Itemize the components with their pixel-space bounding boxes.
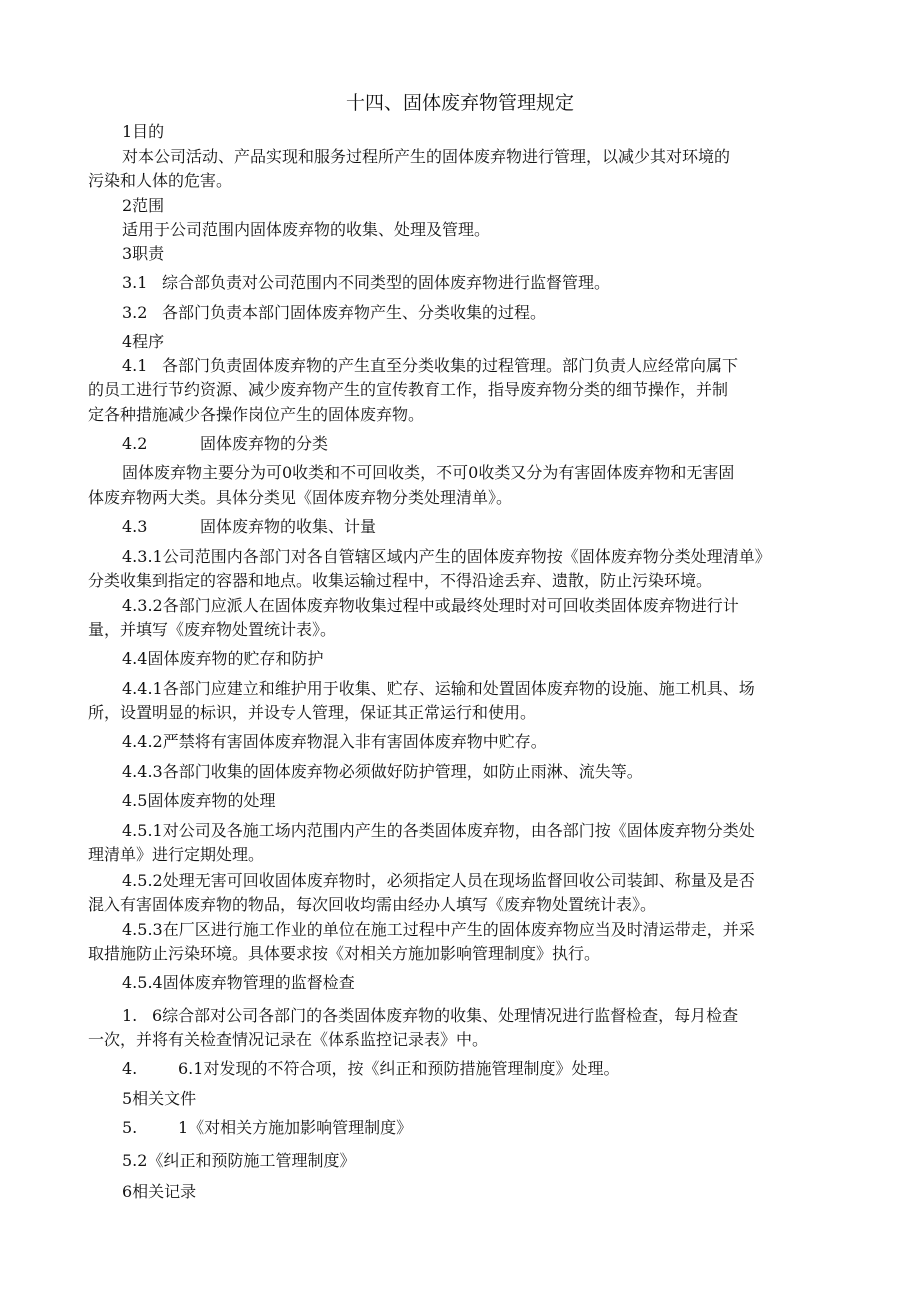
- clause-4-3-1-line: 4.3.1公司范围内各部门对各自管辖区域内产生的固体废弃物按《固体废弃物分类处理清单》: [122, 547, 771, 566]
- clause-4-4-heading: 4.4固体废弃物的贮存和防护: [122, 649, 324, 668]
- clause-4-2-line: 体废弃物两大类。具体分类见《固体废弃物分类处理清单》。: [88, 488, 513, 507]
- clause-3-1: [122, 272, 610, 294]
- section-4-heading: 4程序: [122, 332, 165, 351]
- clause-4-5-heading: 4.5固体废弃物的处理: [122, 791, 276, 810]
- section-2-paragraph: 适用于公司范围内固体废弃物的收集、处理及管理。: [122, 220, 491, 239]
- clause-5-1: [122, 1117, 412, 1139]
- clause-3-2: [122, 302, 546, 324]
- clause-title: 固体废弃物的收集、计量: [200, 517, 377, 536]
- clause-4-2-line: 固体废弃物主要分为可0收类和不可回收类，不可0收类又分为有害固体废弃物和无害固: [122, 463, 735, 482]
- clause-title: 固体废弃物的分类: [200, 434, 329, 453]
- clause-4-5-1-line: 理清单》进行定期处理。: [88, 845, 265, 864]
- clause-text: 1《对相关方施加影响管理制度》: [178, 1118, 413, 1137]
- clause-1-6-line: [122, 1005, 738, 1027]
- clause-4-4-3: 4.4.3各部门收集的固体废弃物必须做好防护管理，如防止雨淋、流失等。: [122, 762, 643, 781]
- clause-number: 4.1: [122, 356, 148, 375]
- clause-4-3-2-line: 量，并填写《废弃物处置统计表》。: [88, 620, 337, 639]
- clause-number: 4.3: [122, 517, 148, 536]
- clause-number: 3.1: [122, 273, 148, 292]
- section-3-heading: 3职责: [122, 244, 165, 263]
- clause-text: 6.1对发现的不符合项，按《纠正和预防措施管理制度》处理。: [178, 1059, 620, 1078]
- clause-text: 6综合部对公司各部门的各类固体废弃物的收集、处理情况进行监督检查，每月检查: [152, 1006, 739, 1025]
- clause-4-4-1-line: 所，设置明显的标识，并设专人管理，保证其正常运行和使用。: [88, 703, 537, 722]
- clause-number: 1.: [122, 1006, 138, 1025]
- clause-4-5-3-line: 取措施防止污染环境。具体要求按《对相关方施加影响管理制度》执行。: [88, 944, 601, 963]
- section-1-paragraph-line: 污染和人体的危害。: [88, 171, 233, 190]
- clause-number: 4.: [122, 1059, 138, 1078]
- clause-text: 综合部负责对公司范围内不同类型的固体废弃物进行监督管理。: [162, 273, 611, 292]
- clause-number: 5.: [122, 1118, 138, 1137]
- clause-text: 各部门负责固体废弃物的产生直至分类收集的过程管理。部门负责人应经常向属下: [162, 356, 739, 375]
- clause-4-5-4-heading: 4.5.4固体废弃物管理的监督检查: [122, 973, 355, 992]
- clause-4-1-line: 的员工进行节约资源、减少废弃物产生的宣传教育工作，指导废弃物分类的细节操作，并制: [88, 380, 729, 399]
- clause-4-3-heading: [122, 516, 376, 538]
- section-5-heading: 5相关文件: [122, 1089, 197, 1108]
- clause-4-1-line: 定各种措施减少各操作岗位产生的固体废弃物。: [88, 405, 425, 424]
- clause-4-4-1-line: 4.4.1各部门应建立和维护用于收集、贮存、运输和处置固体废弃物的设施、施工机具、场: [122, 679, 755, 698]
- section-2-heading: 2范围: [122, 196, 165, 215]
- section-6-heading: 6相关记录: [122, 1182, 197, 1201]
- clause-4-2-heading: [122, 433, 328, 455]
- clause-1-6-line: 一次，并将有关检查情况记录在《体系监控记录表》中。: [88, 1030, 489, 1049]
- clause-number: 4.2: [122, 434, 148, 453]
- clause-4-5-1-line: 4.5.1对公司及各施工场内范围内产生的各类固体废弃物，由各部门按《固体废弃物分类处: [122, 821, 755, 840]
- clause-5-2: 5.2《纠正和预防施工管理制度》: [122, 1151, 356, 1170]
- clause-4-5-3-line: 4.5.3在厂区进行施工作业的单位在施工过程中产生的固体废弃物应当及时清运带走，并采: [122, 920, 755, 939]
- section-1-paragraph-line: 对本公司活动、产品实现和服务过程所产生的固体废弃物进行管理，以减少其对环境的: [122, 147, 731, 166]
- clause-number: 3.2: [122, 303, 148, 322]
- clause-4-3-1-line: 分类收集到指定的容器和地点。收集运输过程中，不得沿途丢弃、遗散，防止污染环境。: [88, 571, 713, 590]
- clause-4-4-2: 4.4.2严禁将有害固体废弃物混入非有害固体废弃物中贮存。: [122, 732, 547, 751]
- clause-4-5-2-line: 混入有害固体废弃物的物品，每次回收均需由经办人填写《废弃物处置统计表》。: [88, 895, 657, 914]
- clause-4-5-2-line: 4.5.2处理无害可回收固体废弃物时，必须指定人员在现场监督回收公司装卸、称量及是否: [122, 871, 755, 890]
- clause-4-6-1: [122, 1058, 619, 1080]
- clause-text: 各部门负责本部门固体废弃物产生、分类收集的过程。: [162, 303, 547, 322]
- section-1-heading: 1目的: [122, 122, 165, 141]
- page-title: 十四、固体废弃物管理规定: [345, 92, 574, 114]
- clause-4-1-line: [122, 355, 738, 377]
- clause-4-3-2-line: 4.3.2各部门应派人在固体废弃物收集过程中或最终处理时对可回收类固体废弃物进行计: [122, 596, 739, 615]
